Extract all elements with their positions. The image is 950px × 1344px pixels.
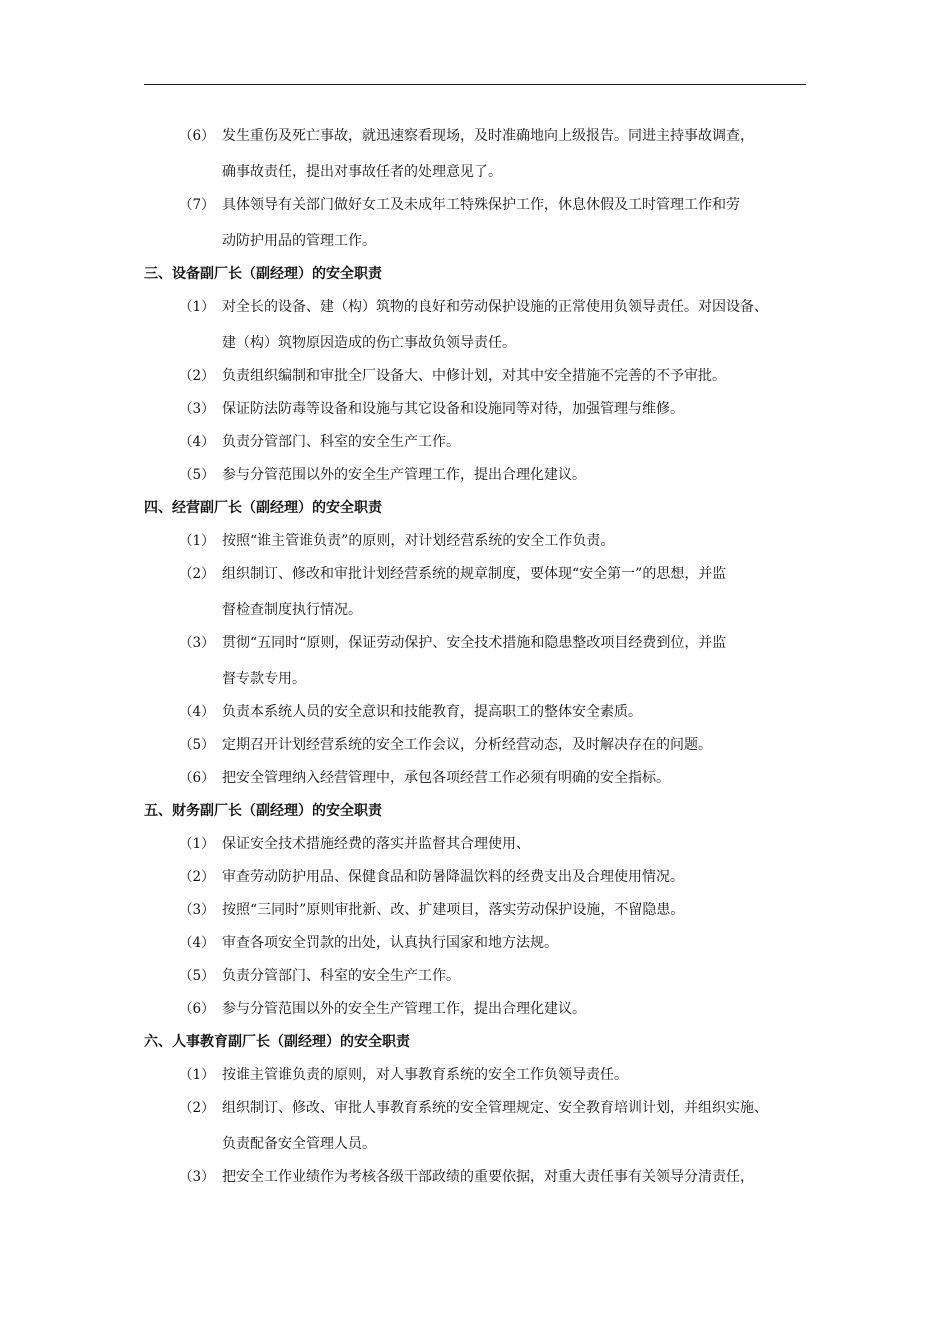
item-text-line: 参与分管范围以外的安全生产管理工作，提出合理化建议。 xyxy=(222,467,586,483)
item-number: （6） xyxy=(179,128,215,144)
item-number: （3） xyxy=(179,401,215,417)
item-number: （2） xyxy=(179,1100,215,1116)
item-text-line: 按谁主管谁负责的原则，对人事教育系统的安全工作负领导责任。 xyxy=(222,1067,628,1083)
item-text-line: 组织制订、修改和审批计划经营系统的规章制度，要体现“安全第一”的思想，并监 xyxy=(222,566,727,582)
section-heading: 三、设备副厂长（副经理）的安全职责 xyxy=(144,266,382,282)
list-item xyxy=(144,927,816,960)
list-item xyxy=(144,291,816,360)
item-text-line: 负责本系统人员的安全意识和技能教育，提高职工的整体安全素质。 xyxy=(222,704,642,720)
item-text-line: 发生重伤及死亡事故，就迅速察看现场，及时准确地向上级报告。同进主持事故调查， xyxy=(222,128,754,144)
list-item xyxy=(144,360,816,393)
item-number: （5） xyxy=(179,467,215,483)
section xyxy=(144,120,816,258)
item-text-line: 组织制订、修改、审批人事教育系统的安全管理规定、安全教育培训计划，并组织实施、 xyxy=(222,1100,768,1116)
item-text-line: 按照“三同时”原则审批新、改、扩建项目，落实劳动保护设施，不留隐患。 xyxy=(222,902,685,918)
list-item xyxy=(144,1059,816,1092)
item-text-line: 按照“谁主管谁负责”的原则，对计划经营系统的安全工作负责。 xyxy=(222,533,615,549)
list-item xyxy=(144,558,816,627)
item-text-line: 建（构）筑物原因造成的伤亡事故负领导责任。 xyxy=(222,335,516,351)
item-text-line: 动防护用品的管理工作。 xyxy=(222,233,376,249)
item-number: （4） xyxy=(179,434,215,450)
item-number: （3） xyxy=(179,902,215,918)
item-text-line: 督检查制度执行情况。 xyxy=(222,602,362,618)
list-item xyxy=(144,894,816,927)
item-text-line: 把安全工作业绩作为考核各级干部政绩的重要依据，对重大责任事有关领导分清责任， xyxy=(222,1169,754,1185)
list-item xyxy=(144,696,816,729)
header-rule xyxy=(144,84,806,85)
list-item xyxy=(144,861,816,894)
item-text-line: 把安全管理纳入经营管理中，承包各项经营工作必须有明确的安全指标。 xyxy=(222,770,670,786)
item-number: （7） xyxy=(179,197,215,213)
item-text-line: 对全长的设备、建（构）筑物的良好和劳动保护设施的正常使用负领导责任。对因设备、 xyxy=(222,299,768,315)
item-number: （4） xyxy=(179,935,215,951)
item-number: （5） xyxy=(179,737,215,753)
item-text-line: 审查各项安全罚款的出处，认真执行国家和地方法规。 xyxy=(222,935,558,951)
section-heading: 四、经营副厂长（副经理）的安全职责 xyxy=(144,500,382,516)
item-number: （2） xyxy=(179,869,215,885)
item-text-line: 负责分管部门、科室的安全生产工作。 xyxy=(222,968,460,984)
item-number: （6） xyxy=(179,1001,215,1017)
item-text-line: 贯彻“五同时“原则，保证劳动保护、安全技术措施和隐患整改项目经费到位，并监 xyxy=(222,635,727,651)
item-text-line: 负责配备安全管理人员。 xyxy=(222,1136,376,1152)
item-text-line: 确事故责任，提出对事故任者的处理意见了。 xyxy=(222,164,502,180)
item-text-line: 定期召开计划经营系统的安全工作会议，分析经营动态，及时解决存在的问题。 xyxy=(222,737,712,753)
item-number: （5） xyxy=(179,968,215,984)
item-text-line: 保证安全技术措施经费的落实并监督其合理使用、 xyxy=(222,836,530,852)
list-item xyxy=(144,828,816,861)
section xyxy=(144,1026,816,1194)
item-number: （2） xyxy=(179,566,215,582)
list-item xyxy=(144,525,816,558)
item-number: （6） xyxy=(179,770,215,786)
item-text-line: 负责分管部门、科室的安全生产工作。 xyxy=(222,434,460,450)
item-number: （4） xyxy=(179,704,215,720)
list-item xyxy=(144,993,816,1026)
item-number: （1） xyxy=(179,533,215,549)
item-text-line: 保证防法防毒等设备和设施与其它设备和设施同等对待，加强管理与维修。 xyxy=(222,401,684,417)
list-item xyxy=(144,627,816,696)
list-item xyxy=(144,762,816,795)
item-text-line: 负责组织编制和审批全厂设备大、中修计划，对其中安全措施不完善的不予审批。 xyxy=(222,368,726,384)
section-heading: 五、财务副厂长（副经理）的安全职责 xyxy=(144,803,382,819)
list-item xyxy=(144,1092,816,1161)
list-item xyxy=(144,960,816,993)
section-heading: 六、人事教育副厂长（副经理）的安全职责 xyxy=(144,1034,410,1050)
list-item xyxy=(144,393,816,426)
list-item xyxy=(144,426,816,459)
item-number: （1） xyxy=(179,1067,215,1083)
document-body xyxy=(144,120,816,1194)
section xyxy=(144,795,816,1026)
item-number: （1） xyxy=(179,299,215,315)
section xyxy=(144,492,816,795)
list-item xyxy=(144,729,816,762)
item-text-line: 督专款专用。 xyxy=(222,671,306,687)
item-text-line: 参与分管范围以外的安全生产管理工作，提出合理化建议。 xyxy=(222,1001,586,1017)
item-text-line: 审查劳动防护用品、保健食品和防暑降温饮料的经费支出及合理使用情况。 xyxy=(222,869,684,885)
list-item xyxy=(144,459,816,492)
list-item xyxy=(144,189,816,258)
section xyxy=(144,258,816,492)
item-number: （3） xyxy=(179,1169,215,1185)
item-number: （3） xyxy=(179,635,215,651)
item-text-line: 具体领导有关部门做好女工及未成年工特殊保护工作，休息休假及工时管理工作和劳 xyxy=(222,197,740,213)
list-item xyxy=(144,1161,816,1194)
list-item xyxy=(144,120,816,189)
item-number: （2） xyxy=(179,368,215,384)
item-number: （1） xyxy=(179,836,215,852)
